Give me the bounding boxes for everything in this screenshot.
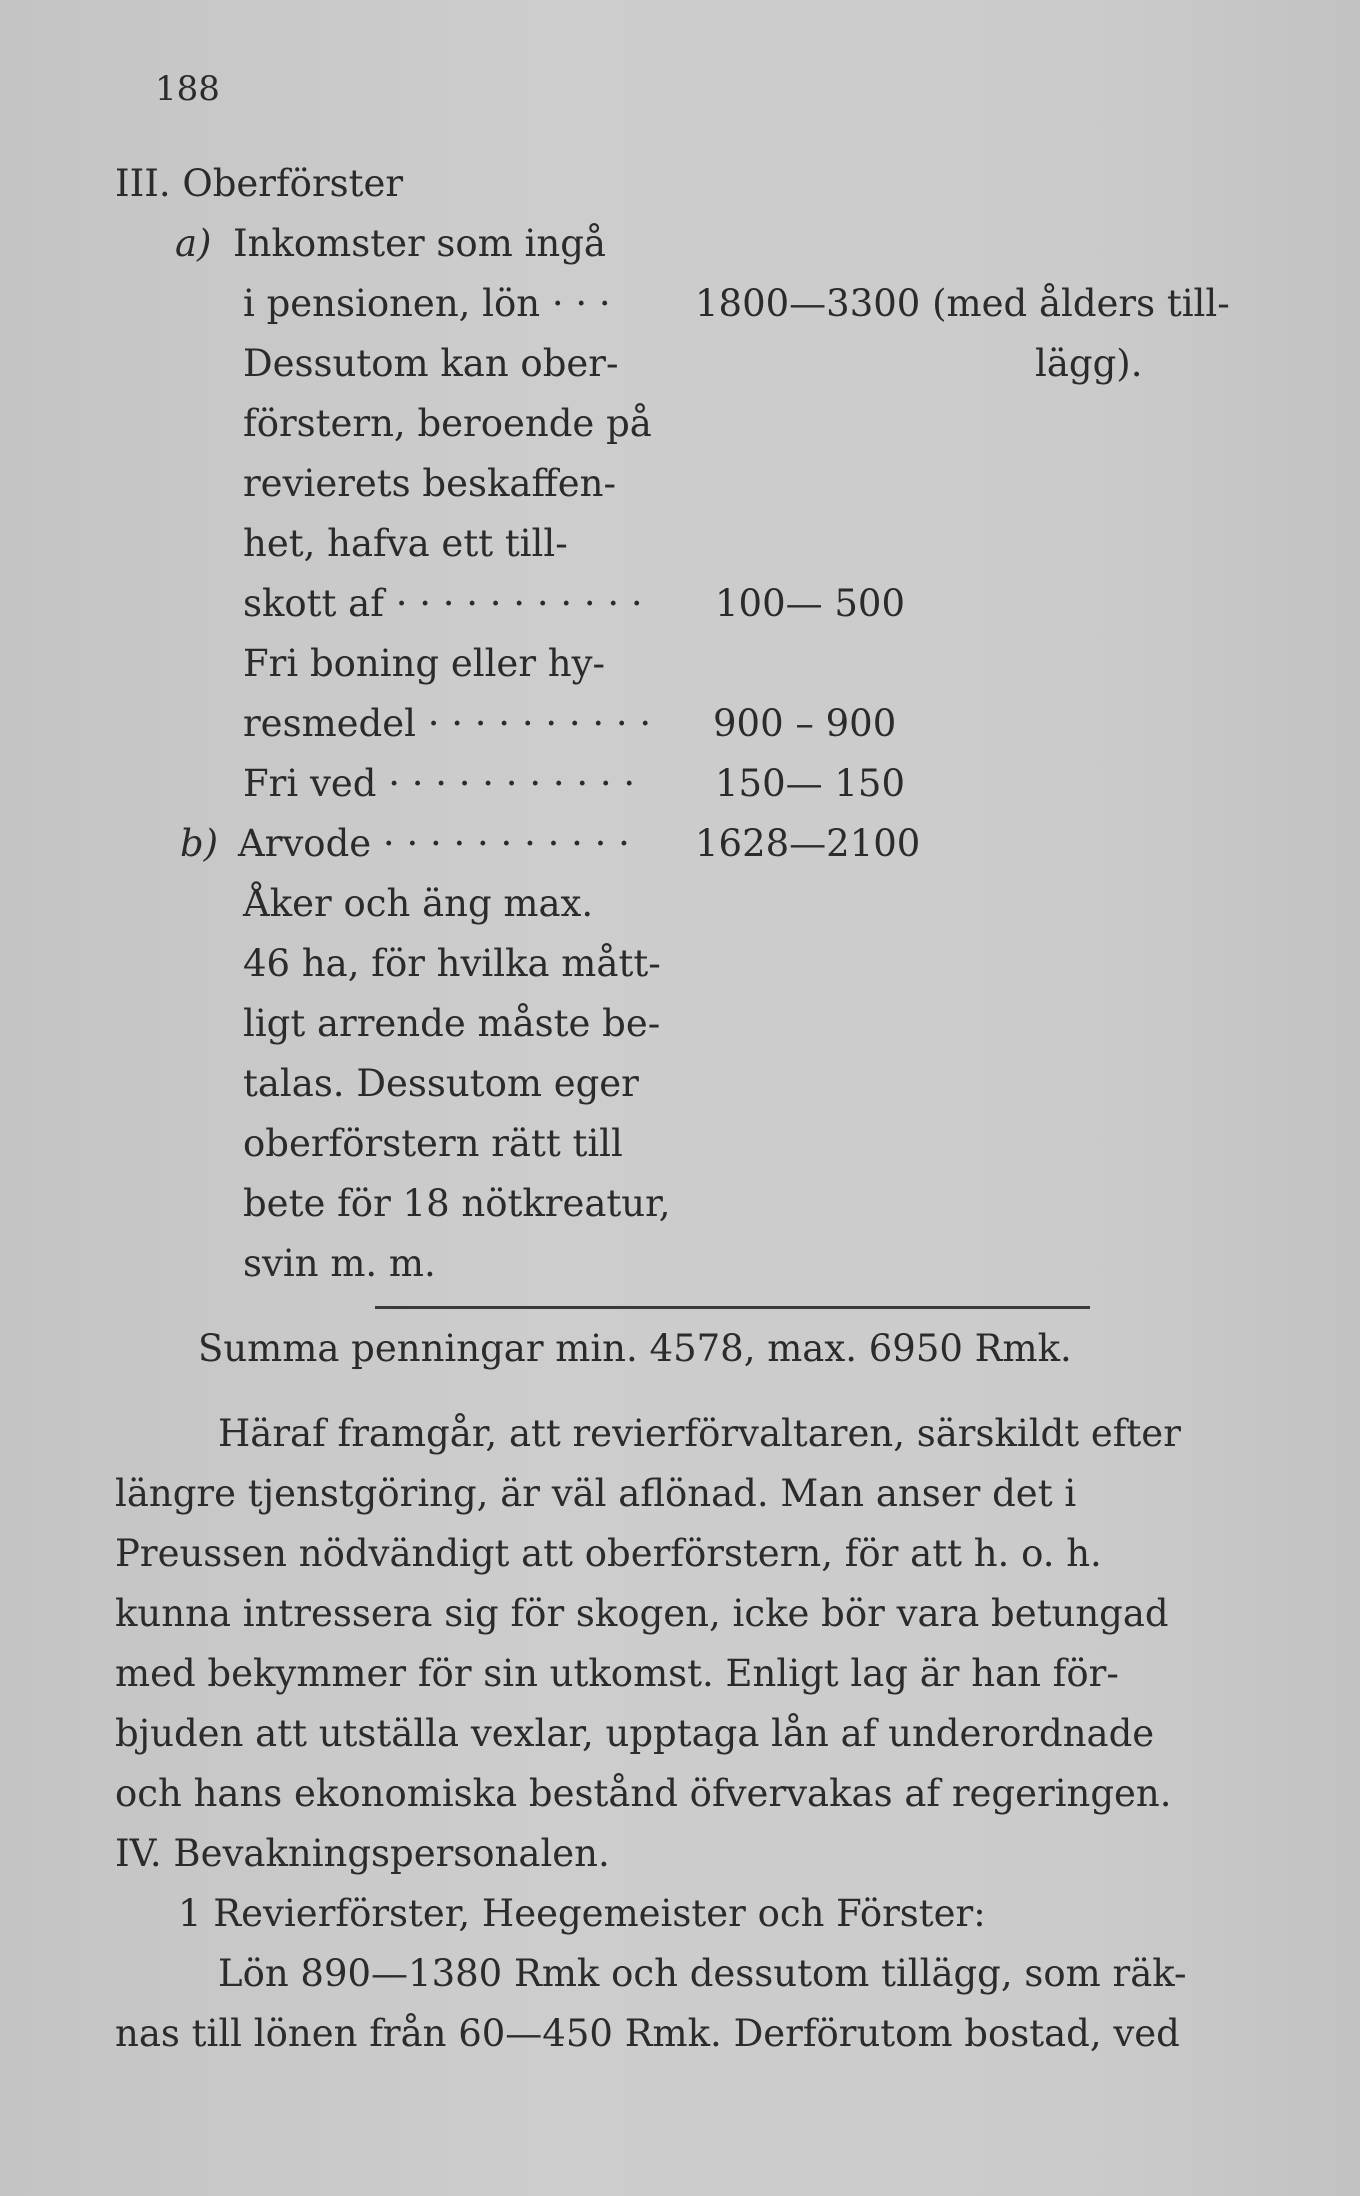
value-salary: 1800—3300 (med ålders till- [695, 282, 1230, 325]
text-line: skott af · · · · · · · · · · · [243, 582, 643, 625]
summa-line: Summa penningar min. 4578, max. 6950 Rmk. [198, 1327, 1072, 1370]
paragraph-line: och hans ekonomiska bestånd öfvervakas af regeringen. [115, 1772, 1172, 1815]
text-line: Arvode · · · · · · · · · · · [238, 822, 630, 865]
page-number: 188 [155, 69, 220, 109]
value-boning: 900 – 900 [713, 702, 897, 745]
section-4-heading: IV. Bevakningspersonalen. [115, 1832, 610, 1875]
text-line: Fri boning eller hy- [243, 642, 605, 685]
section-3-heading: III. Oberförster [115, 162, 404, 205]
sum-divider [375, 1306, 1090, 1309]
value-skott: 100— 500 [715, 582, 906, 625]
text-line: oberförstern rätt till [243, 1122, 623, 1165]
value-arvode: 1628—2100 [695, 822, 921, 865]
paragraph-line: med bekymmer för sin utkomst. Enligt lag är han för- [115, 1652, 1119, 1695]
text-line: bete för 18 nötkreatur, [243, 1182, 671, 1225]
value-ved: 150— 150 [715, 762, 906, 805]
text-line: Dessutom kan ober- [243, 342, 619, 385]
paragraph-line: längre tjenstgöring, är väl aflönad. Man anser det i [115, 1472, 1077, 1515]
text-line: ligt arrende måste be- [243, 1002, 661, 1045]
text-line: Fri ved · · · · · · · · · · · [243, 762, 636, 805]
text-line: Inkomster som ingå [233, 222, 606, 265]
text-line: Åker och äng max. [243, 882, 594, 925]
text-line: i pensionen, lön · · · [243, 282, 611, 325]
item-b-label: b) [180, 822, 219, 865]
text-line: talas. Dessutom eger [243, 1062, 639, 1105]
value-salary-cont: lägg). [1035, 342, 1143, 385]
text-line: het, hafva ett till- [243, 522, 568, 565]
paragraph-line: Häraf framgår, att revierförvaltaren, särskildt efter [218, 1412, 1181, 1455]
item-a-label: a) [175, 222, 212, 265]
paragraph-line: nas till lönen från 60—450 Rmk. Derförutom bostad, ved [115, 2012, 1180, 2055]
paragraph-line: Lön 890—1380 Rmk och dessutom tillägg, som räk- [218, 1952, 1187, 1995]
paragraph-line: bjuden att utställa vexlar, upptaga lån af underordnade [115, 1712, 1155, 1755]
text-line: 46 ha, för hvilka mått- [243, 942, 661, 985]
section-4-subheading: 1 Revierförster, Heegemeister och Förster: [178, 1892, 986, 1935]
paragraph-line: kunna intressera sig för skogen, icke bör vara betungad [115, 1592, 1169, 1635]
paragraph-line: Preussen nödvändigt att oberförstern, för att h. o. h. [115, 1532, 1102, 1575]
text-line: svin m. m. [243, 1242, 436, 1285]
text-line: revierets beskaffen- [243, 462, 616, 505]
text-line: förstern, beroende på [243, 402, 652, 445]
text-line: resmedel · · · · · · · · · · [243, 702, 652, 745]
